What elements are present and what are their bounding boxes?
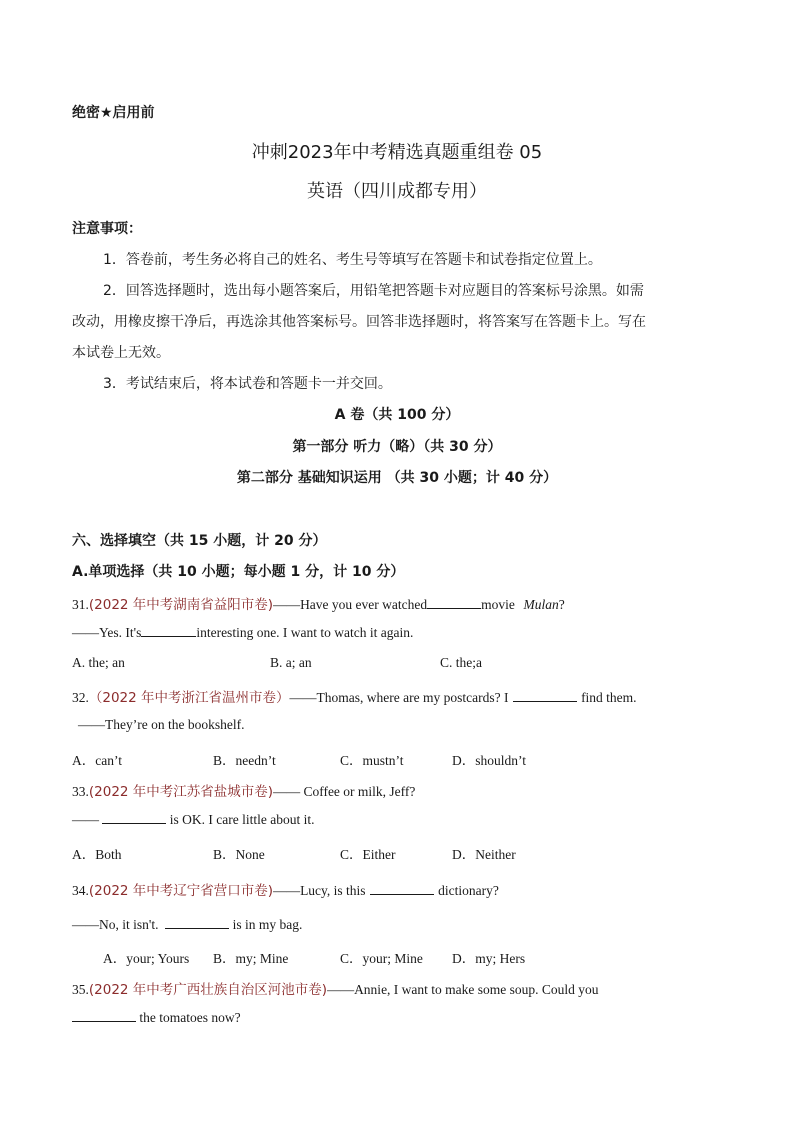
question-text-italic: Mulan — [523, 597, 559, 612]
option-d[interactable]: D．shouldn’t — [452, 753, 527, 768]
option-b[interactable]: B．my; Mine — [213, 951, 289, 966]
question-31-reply — [72, 624, 413, 641]
question-source: (2022 年中考江苏省盐城市卷) — [88, 784, 274, 800]
reply-text: ——Yes. It's — [72, 625, 142, 640]
answer-blank[interactable] — [72, 1009, 136, 1022]
question-35-continuation — [72, 1009, 241, 1026]
question-31-stem — [72, 593, 565, 613]
question-text: ——Have you ever watched — [273, 597, 428, 612]
question-text: ——Lucy, is this — [273, 883, 366, 898]
question-35-stem — [72, 978, 599, 998]
option-b[interactable]: B．None — [213, 847, 265, 862]
question-source: (2022 年中考广西壮族自治区河池市卷) — [88, 982, 328, 998]
exam-subtitle: 英语（四川成都专用） — [307, 181, 487, 202]
answer-blank[interactable] — [165, 916, 229, 929]
question-32-reply: ——They’re on the bookshelf. — [78, 717, 245, 732]
question-text: ? — [558, 597, 565, 612]
option-c[interactable]: C．your; Mine — [340, 951, 423, 966]
question-text: ——Thomas, where are my postcards? I — [289, 690, 509, 705]
reply-text: interesting one. I want to watch it again. — [196, 625, 414, 640]
answer-blank[interactable] — [141, 624, 196, 637]
question-32-stem — [72, 686, 637, 706]
answer-blank[interactable] — [513, 689, 577, 702]
option-b[interactable]: B．needn’t — [213, 753, 276, 768]
notice-item-2-line-1: 2．回答选择题时，选出每小题答案后，用铅笔把答题卡对应题目的答案标号涂黑。如需 — [103, 283, 644, 299]
confidential-mark: 绝密★启用前 — [72, 105, 155, 121]
question-33-reply — [72, 811, 314, 828]
question-source: （2022 年中考浙江省温州市卷） — [88, 690, 290, 706]
question-number: 34. — [72, 883, 89, 898]
reply-text: is in my bag. — [232, 917, 303, 932]
reply-text: ——No, it isn't. — [72, 917, 159, 932]
notice-item-2-line-3: 本试卷上无效。 — [72, 345, 170, 361]
question-text: find them. — [581, 690, 637, 705]
question-number: 35. — [72, 982, 89, 997]
question-33-stem — [72, 780, 415, 800]
option-a[interactable]: A．your; Yours — [103, 951, 190, 966]
section-six-heading: 六、选择填空（共 15 小题，计 20 分） — [72, 533, 327, 549]
option-a[interactable]: A. the; an — [72, 655, 125, 670]
question-number: 32. — [72, 690, 89, 705]
question-source: (2022 年中考湖南省益阳市卷) — [88, 597, 274, 613]
answer-blank[interactable] — [427, 596, 481, 609]
part-1-heading: 第一部分 听力（略）（共 30 分） — [292, 439, 502, 455]
notice-heading: 注意事项： — [72, 221, 142, 237]
question-text: —— Coffee or milk, Jeff? — [273, 784, 416, 799]
question-text: dictionary? — [438, 883, 499, 898]
option-c[interactable]: C．Either — [340, 847, 396, 862]
option-d[interactable]: D．Neither — [452, 847, 516, 862]
question-number: 33. — [72, 784, 89, 799]
question-text: movie — [481, 597, 515, 612]
question-number: 31. — [72, 597, 89, 612]
option-c[interactable]: C. the;a — [440, 655, 482, 670]
part-2-heading: 第二部分 基础知识运用 （共 30 小题；计 40 分） — [236, 470, 558, 486]
answer-blank[interactable] — [102, 811, 166, 824]
option-d[interactable]: D．my; Hers — [452, 951, 526, 966]
a-paper-heading: A 卷（共 100 分） — [334, 407, 460, 423]
question-34-stem — [72, 879, 499, 899]
section-six-a-heading: A.单项选择（共 10 小题；每小题 1 分，计 10 分） — [72, 564, 405, 580]
exam-title: 冲刺2023年中考精选真题重组卷 05 — [251, 142, 543, 163]
option-a[interactable]: A．Both — [72, 847, 122, 862]
option-b[interactable]: B. a; an — [270, 655, 312, 670]
option-a[interactable]: A．can’t — [72, 753, 122, 768]
question-34-reply — [72, 916, 302, 933]
question-text: the tomatoes now? — [139, 1010, 241, 1025]
question-text: ——Annie, I want to make some soup. Could you — [327, 982, 599, 997]
option-c[interactable]: C．mustn’t — [340, 753, 404, 768]
answer-blank[interactable] — [370, 882, 434, 895]
notice-item-2-line-2: 改动，用橡皮擦干净后，再选涂其他答案标号。回答非选择题时，将答案写在答题卡上。写在 — [72, 314, 646, 330]
notice-item-1: 1．答卷前，考生务必将自己的姓名、考生号等填写在答题卡和试卷指定位置上。 — [103, 252, 602, 268]
question-source: (2022 年中考辽宁省营口市卷) — [88, 883, 274, 899]
notice-item-3: 3．考试结束后，将本试卷和答题卡一并交回。 — [103, 376, 392, 392]
reply-text: is OK. I care little about it. — [169, 812, 315, 827]
reply-text: —— — [72, 812, 99, 827]
